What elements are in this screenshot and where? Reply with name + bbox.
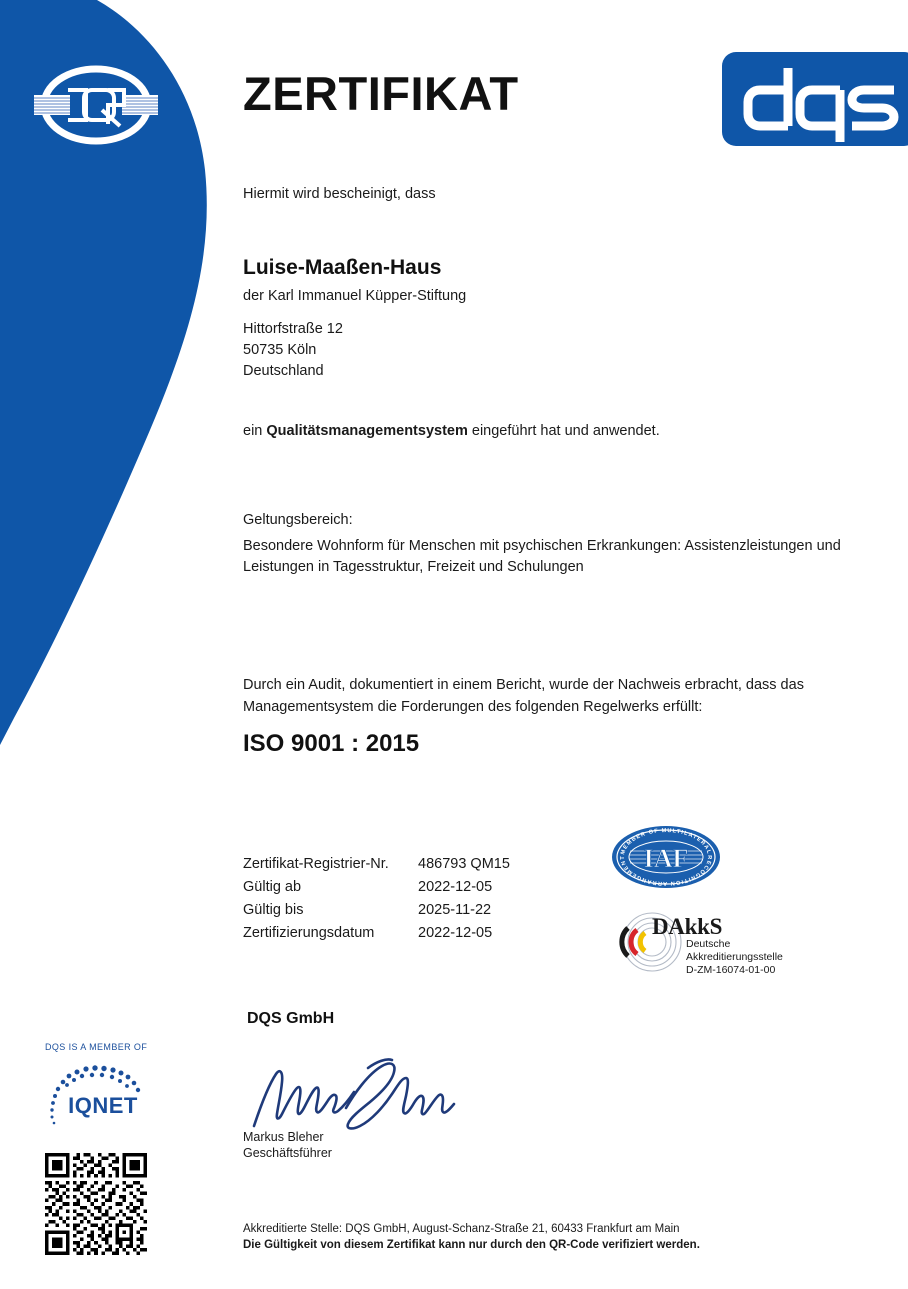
- dakks-line3: D-ZM-16074-01-00: [686, 964, 776, 976]
- table-row: [243, 925, 510, 948]
- dakks-line2: Akkreditierungsstelle: [686, 951, 783, 963]
- detail-value: 2022-12-05: [418, 925, 493, 941]
- page-title: ZERTIFIKAT: [243, 67, 519, 120]
- detail-label: Zertifikat-Registrier-Nr.: [243, 856, 389, 872]
- signer-info: [243, 1129, 332, 1161]
- intro-line: Hiermit wird bescheinigt, dass: [243, 186, 436, 202]
- footer: [243, 1221, 700, 1253]
- system-statement: [243, 423, 660, 439]
- dqs-emblem-icon: [28, 62, 164, 148]
- system-statement-prefix: ein: [243, 423, 267, 439]
- detail-label: Gültig ab: [243, 879, 302, 895]
- signature-image: [250, 1048, 460, 1134]
- standard-name: ISO 9001 : 2015: [243, 730, 420, 757]
- dakks-line1: Deutsche: [686, 938, 731, 950]
- organization-parent: der Karl Immanuel Küpper-Stiftung: [243, 288, 467, 304]
- detail-value: 2025-11-22: [418, 902, 492, 918]
- organization-address: [243, 319, 343, 382]
- certificate-details-table: [243, 856, 510, 948]
- audit-statement: Durch ein Audit, dokumentiert in einem Bericht, wurde der Nachweis erbracht, dass das Managementsystem die Forderungen des folgenden Regelwerks erfüllt:: [243, 677, 804, 715]
- iqnet-logo: [42, 1058, 160, 1126]
- scope-text: Besondere Wohnform für Menschen mit psychischen Erkrankungen: Assistenzleistungen und Leistungen in Tagesstruktur, Freizeit und Schulungen: [243, 538, 841, 575]
- address-city: 50735 Köln: [243, 342, 317, 358]
- address-country: Deutschland: [243, 363, 324, 379]
- detail-label: Zertifizierungsdatum: [243, 925, 375, 941]
- iaf-acronym: IAF: [643, 844, 689, 873]
- issuing-company: DQS GmbH: [247, 1010, 335, 1027]
- detail-value: 2022-12-05: [418, 879, 493, 895]
- address-street: Hittorfstraße 12: [243, 321, 343, 337]
- iqnet-member-label: DQS IS A MEMBER OF: [45, 1042, 148, 1052]
- footer-line-2: Die Gültigkeit von diesem Zertifikat kann nur durch den QR-Code verifiziert werden.: [243, 1239, 700, 1251]
- iaf-top-text: MEMBER OF MULTILATERAL: [620, 827, 712, 856]
- table-row: [243, 902, 510, 925]
- signer-role: Geschäftsführer: [243, 1146, 332, 1160]
- table-row: [243, 856, 510, 879]
- signer-name: Markus Bleher: [243, 1130, 324, 1144]
- dakks-accreditation-info: [686, 938, 783, 977]
- iaf-seal-icon: [610, 824, 722, 890]
- table-row: [243, 879, 510, 902]
- detail-label: Gültig bis: [243, 902, 304, 918]
- system-statement-suffix: eingeführt hat und anwendet.: [467, 423, 660, 439]
- dakks-wordmark: DAkkS: [652, 914, 723, 939]
- iqnet-wordmark: IQNET: [68, 1093, 138, 1118]
- organization-name: Luise-Maaßen-Haus: [243, 256, 442, 279]
- qr-code[interactable]: [45, 1153, 147, 1255]
- dqs-logo: [722, 52, 908, 146]
- detail-value: 486793 QM15: [418, 856, 510, 872]
- footer-line-1: Akkreditierte Stelle: DQS GmbH, August-Schanz-Straße 21, 60433 Frankfurt am Main: [243, 1223, 680, 1235]
- system-statement-type: Qualitätsmanagementsystem: [266, 423, 468, 439]
- scope-label: Geltungsbereich:: [243, 512, 353, 528]
- iaf-bottom-text: RECOGNITION ARRANGEMENT: [619, 855, 713, 887]
- dakks-seal: [612, 912, 802, 984]
